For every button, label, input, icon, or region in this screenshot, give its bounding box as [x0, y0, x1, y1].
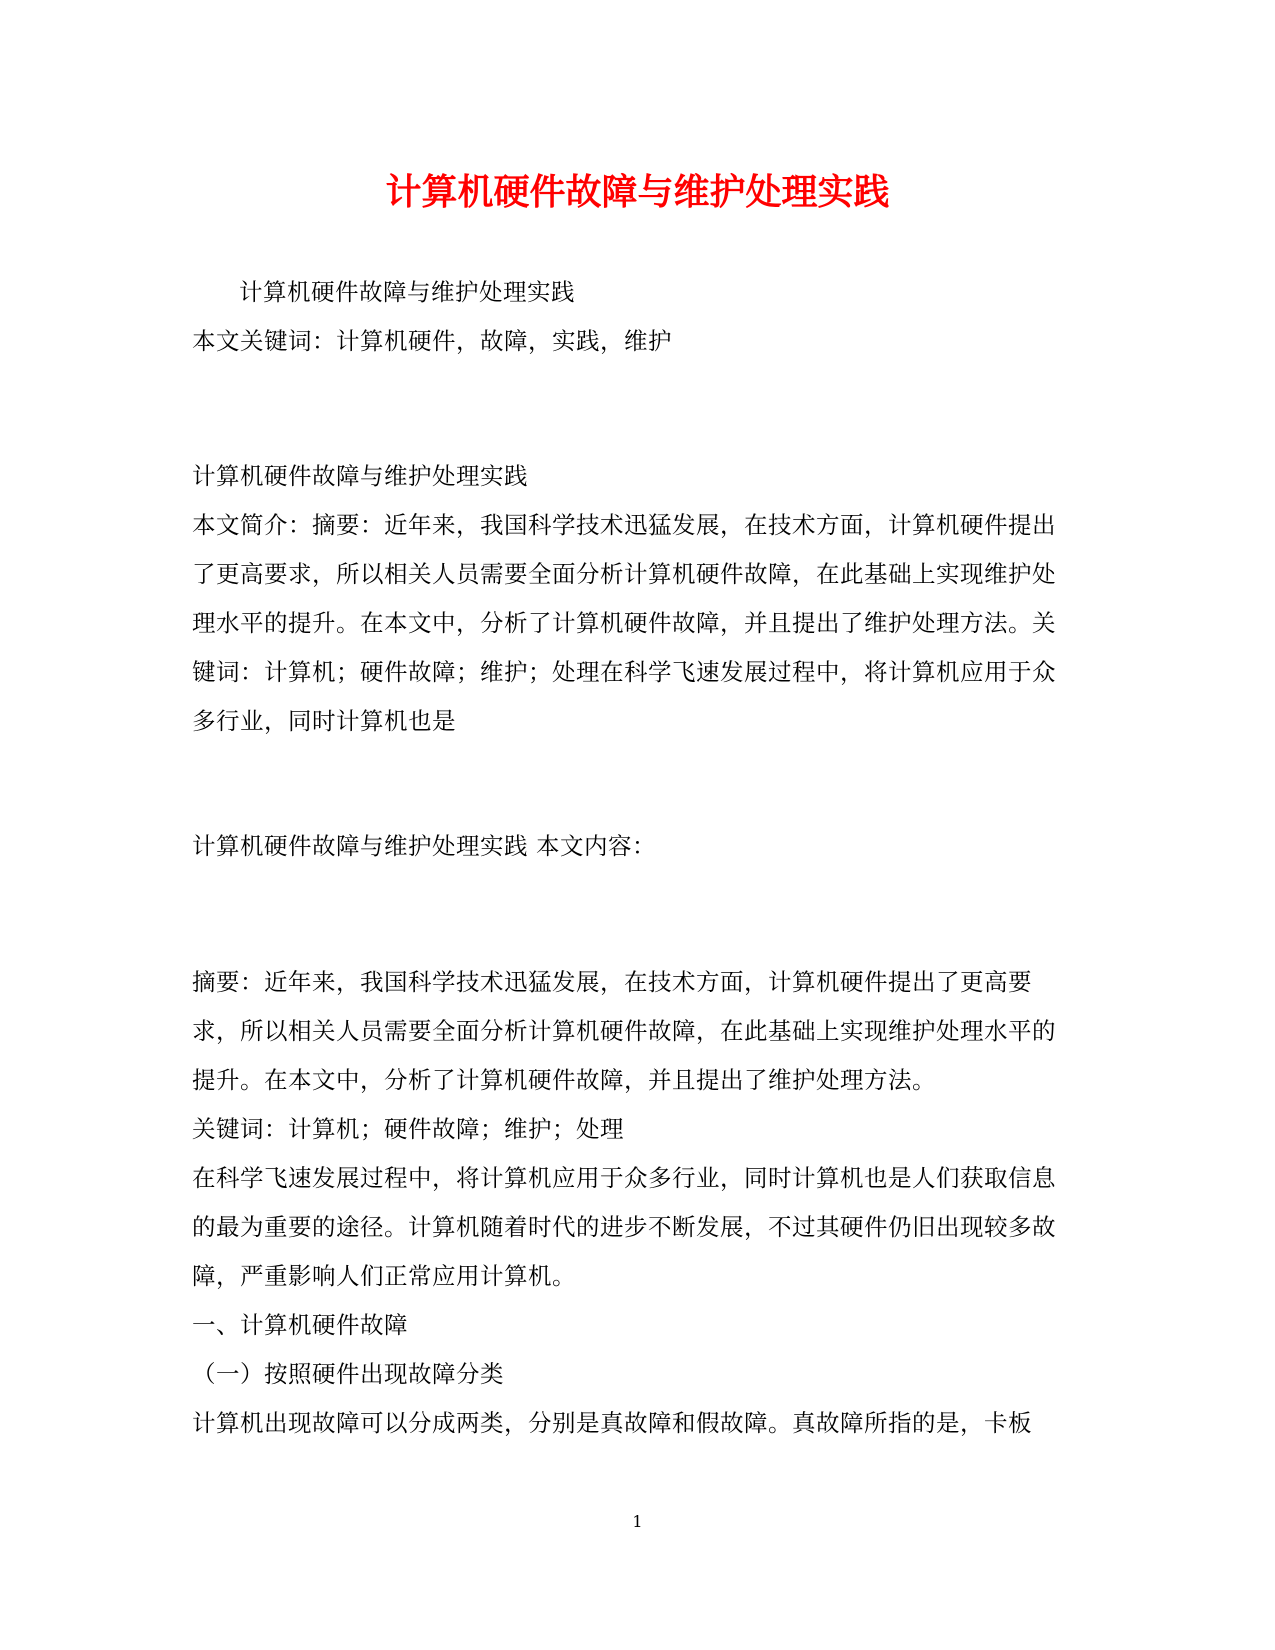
abstract-paragraph: 摘要：近年来，我国科学技术迅猛发展，在技术方面，计算机硬件提出了更高要求，所以相关人员需要全面分析计算机硬件故障，在此基础上实现维护处理水平的提升。在本文中，分析了计算机硬件故障，并且提出了维护处理方法。	[192, 968, 1056, 1094]
keywords-paragraph: 关键词：计算机；硬件故障；维护；处理	[192, 1115, 624, 1143]
content-label-block	[192, 822, 1072, 871]
summary-block	[192, 452, 1072, 746]
section-heading-1: 一、计算机硬件故障	[192, 1311, 408, 1339]
header-block	[192, 268, 1072, 366]
subsection-heading-1: （一）按照硬件出现故障分类	[192, 1360, 504, 1388]
body-block	[192, 958, 1072, 1448]
content-label: 计算机硬件故障与维护处理实践 本文内容：	[192, 832, 656, 860]
summary-heading: 计算机硬件故障与维护处理实践	[192, 462, 528, 490]
subtitle-line: 计算机硬件故障与维护处理实践	[239, 278, 575, 306]
body-paragraph-2: 计算机出现故障可以分成两类，分别是真故障和假故障。真故障所指的是，卡板	[192, 1409, 1032, 1437]
summary-intro: 本文简介：摘要：近年来，我国科学技术迅猛发展，在技术方面，计算机硬件提出了更高要求，所以相关人员需要全面分析计算机硬件故障，在此基础上实现维护处理水平的提升。在本文中，分析了计算机硬件故障，并且提出了维护处理方法。关键词：计算机；硬件故障；维护；处理在科学飞速发展过程中，将计算机应用于众多行业，同时计算机也是	[192, 511, 1056, 735]
document-title: 计算机硬件故障与维护处理实践	[385, 171, 890, 213]
body-paragraph-1: 在科学飞速发展过程中，将计算机应用于众多行业，同时计算机也是人们获取信息的最为重要的途径。计算机随着时代的进步不断发展，不过其硬件仍旧出现较多故障，严重影响人们正常应用计算机。	[192, 1164, 1056, 1290]
keywords-line: 本文关键词：计算机硬件，故障，实践，维护	[192, 327, 672, 355]
page-number: 1	[632, 1512, 643, 1531]
